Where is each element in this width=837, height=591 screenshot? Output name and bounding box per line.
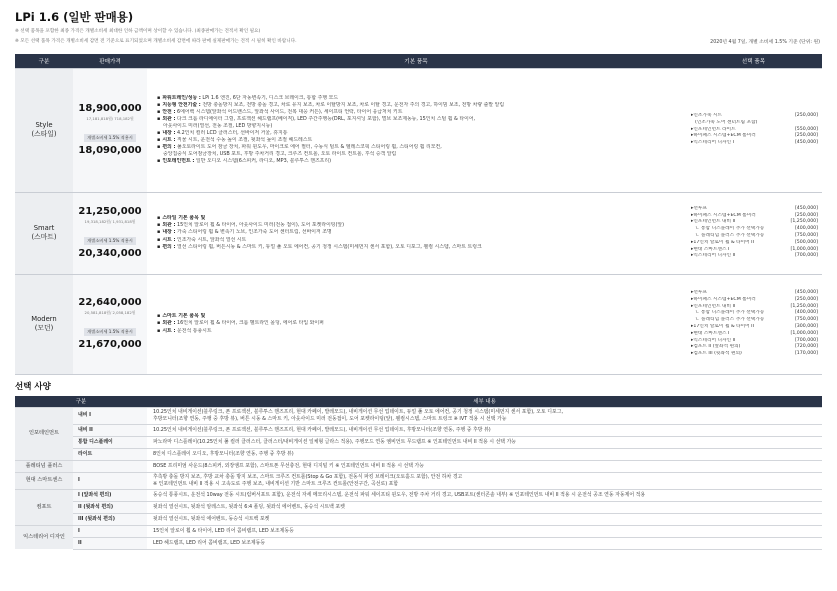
basic-item — [157, 229, 679, 236]
basic-item-text: 16인치 알로이 휠 & 타이어, 크롬 벨트라인 몰딩, 에어로 타입 와이퍼 — [177, 320, 324, 327]
basic-item-category: 외관 : — [162, 222, 176, 229]
option-detail-line: 파노라마 디스플레이(10.25인치 풀 컬러 클러스터, 클러스터/내비게이션 일체형 글라스 적용), 주행모드 연동 엠비언트 무드램프 ※ 인포테인먼트 내비 II 적용 시 선택 가능 — [153, 438, 517, 445]
option-name: ▸ 인포테인먼트 라이트 — [691, 127, 736, 134]
option-price: [450,000] — [794, 140, 818, 146]
option-sub-cell: I — [73, 525, 147, 537]
trim-price-table — [15, 54, 822, 375]
option-name: ▸ 인조가죽 시트 — [691, 113, 722, 120]
basic-item-category: 시트 : — [162, 137, 176, 144]
basic-item-category: 내장 : — [162, 229, 176, 236]
option-row — [15, 513, 822, 525]
option-group-cell: 익스테리어 디자인 — [15, 525, 73, 549]
option-name: ▸ 컴포트 III (뒷좌석 편의) — [691, 351, 742, 358]
basic-item-text: 아웃사이드 미러(열선, 전동 조절, LED 방향지시등) — [163, 122, 273, 129]
option-item — [691, 297, 818, 304]
price: 21,250,000 — [78, 206, 142, 217]
price-breakdown: 19,318,182원/ 1,931,818원 — [84, 219, 136, 224]
column-header: 세부 내용 — [147, 396, 822, 407]
option-sub-cell: 내비 II — [73, 424, 147, 436]
option-name: ㄴ 통합 디스플레이 추가 선택가능 — [695, 226, 765, 232]
option-name: ▸ 익스테리어 디자인 II — [691, 338, 735, 345]
trim-row — [15, 192, 822, 274]
price-note: ※ 모든 선택 품목 가격은 개별소비세 감면 전 기준으로 표기되었으며 개별소비세 감면에 따라 판매 실제판매가는 견적 시 필히 확인 바랍니다. — [15, 39, 297, 44]
basic-items-cell — [147, 192, 685, 274]
option-sub-cell: I (앞좌석 편의) — [73, 489, 147, 501]
option-name: ▸ 하이패스 시스템+ECM 룸미러 — [691, 213, 756, 220]
option-items-cell — [685, 68, 822, 192]
trim-name-cell — [15, 274, 73, 374]
option-price: [250,000] — [794, 133, 818, 139]
basic-item-text: 중앙집중식 도어잠금장치, USB 포트, 후방 주차거리 경고, 크루즈 컨트롤, 오토 라이트 컨트롤, 후석 승객 알림 — [163, 151, 397, 158]
basic-item-text: 가죽 스티어링 휠 & 변속기 노브, 인조가죽 도어 센터트림, 선바이저 조명 — [177, 229, 332, 236]
option-item — [691, 140, 818, 147]
option-price: [700,000] — [794, 337, 818, 343]
option-row — [15, 436, 822, 448]
option-name: ▸ 인포테인먼트 내비 II — [691, 304, 735, 311]
basic-item-category: 편의 : — [162, 243, 176, 250]
option-detail-line: ※ 인포테인먼트 내비 II 적용 시 고속도로 주행 보조, 내비게이션 기반 스마트 크루즈 컨트롤(안전구간, 곡선로) 포함 — [153, 480, 399, 487]
basic-item-text: LPi 1.6 엔진, 6단 자동변속기, 디스크 브레이크, 통합 주행 모드 — [202, 94, 339, 101]
option-detail-cell — [147, 537, 822, 549]
option-detail-cell — [147, 489, 822, 501]
price: 22,640,000 — [78, 297, 142, 308]
basic-item — [157, 144, 679, 151]
option-item — [691, 226, 818, 233]
option-items-cell — [685, 192, 822, 274]
basic-item — [157, 151, 679, 158]
option-price: [170,000] — [794, 351, 818, 357]
option-detail-cell — [147, 424, 822, 436]
option-item — [691, 253, 818, 260]
basic-item-text: 일반 오디오 시스템(6스피커, 라디오, MP3, 블루투스 핸즈프리) — [195, 158, 332, 165]
basic-item-category: 시트 : — [162, 236, 176, 243]
option-detail-line: 동승석 통풍시트, 운전석 10way 전동 시트(럼버서포트 포함), 운전석 자세 메모리시스템, 운전석 파워 세이프티 윈도우, 전방 주차 거리 경고, USB포트(센터콘솔 내부) ※ 인포테인먼트 내비 II 적용 시 운전석 공조 연동 자동제어 적용 — [153, 491, 646, 498]
option-price: [250,000] — [794, 113, 818, 118]
basic-item-text: 열선 스티어링 휠, 버튼시동 & 스마트 키, 듀얼 풀 오토 에어컨, 공기 청정 시스템(미세먼지 센서 포함), 오토 디포그, 웰컴 시스템, 스마트 트렁크 — [177, 243, 482, 250]
basic-items-cell — [147, 274, 685, 374]
option-item — [691, 317, 818, 324]
option-row — [15, 407, 822, 424]
option-detail-line: LED 헤드램프, LED 리어 콤비램프, LED 보조제동등 — [153, 539, 266, 546]
basic-item-category: 인포테인먼트 : — [162, 158, 195, 165]
option-name: ㄴ 통합 디스플레이 추가 선택가능 — [695, 310, 765, 316]
option-detail-cell — [147, 472, 822, 489]
option-group-cell: 현대 스마트센스 — [15, 472, 73, 489]
option-price: [750,000] — [794, 317, 818, 323]
option-name: ▸ 인포테인먼트 내비 II — [691, 219, 735, 226]
option-name: ▸ 익스테리어 디자인 I — [691, 140, 734, 147]
basic-item-text: 인조가죽 시트, 앞좌석 열선 시트 — [177, 236, 247, 243]
basic-items-list — [157, 313, 679, 334]
option-detail-cell — [147, 501, 822, 513]
trim-name: Modern — [31, 315, 57, 323]
option-item — [691, 206, 818, 213]
option-detail-line: 15인치 알로이 휠 & 타이어, LED 리어 콤비램프, LED 보조제동등 — [153, 527, 294, 534]
option-name: ▸ 17인치 알로이 휠 & 타이어 II — [691, 324, 754, 331]
option-price: [1,250,000] — [790, 219, 818, 225]
basic-item-text: 4.2인치 컬러 LCD 클러스터, 선바이저 거울, 휴지통 — [177, 130, 288, 136]
option-price: [250,000] — [794, 296, 818, 302]
price-breakdown: 17,181,818원/ 718,182원 — [86, 116, 134, 121]
option-price: [450,000] — [794, 290, 818, 296]
basic-item-text: 다크 크롬 라디에이터 그릴, 프로젝션 헤드램프(베이직), LED 주간주행등(DRL, 포지셔닝 포함), 벌브 보조제동등, 15인치 스틸 휠 & 타이어, — [177, 115, 476, 122]
trim-name-cell — [15, 68, 73, 192]
basic-item — [157, 137, 679, 144]
option-item — [691, 331, 818, 338]
price-basis: 2020년 4월 7일, 개별 소비세 1.5% 기준 (단위: 원) — [710, 40, 820, 45]
option-item — [691, 233, 818, 240]
option-sub-cell: III (뒷좌석 편의) — [73, 513, 147, 525]
option-price: [500,000] — [794, 239, 818, 245]
option-price: [300,000] — [794, 324, 818, 329]
price-breakdown: 20,581,818원/ 2,058,182원 — [84, 310, 136, 315]
option-name: (인조가죽 도어 센터트림 포함) — [695, 119, 758, 125]
option-sub-cell: II — [73, 537, 147, 549]
option-name: ▸ 17인치 알로이 휠 & 타이어 II — [691, 240, 754, 247]
option-sub-cell: 통합 디스플레이 — [73, 436, 147, 448]
option-detail-line: 뒷좌석 열선시트, 뒷좌석 에어벤트, 동승석 시트백 포켓 — [153, 515, 270, 522]
option-detail-line: BOSE 프리미엄 사운드(8스피커, 외장앰프 포함), 스마트폰 무선충전, 현대 디지털 키 ※ 인포테인먼트 내비 II 적용 시 선택 가능 — [153, 462, 424, 469]
option-items-cell — [685, 274, 822, 374]
options-table — [15, 396, 822, 550]
option-items-list — [691, 113, 818, 147]
basic-item — [157, 123, 679, 130]
trim-row — [15, 68, 822, 192]
option-sub-cell: II (뒷좌석 편의) — [73, 501, 147, 513]
option-sub-cell — [73, 460, 147, 472]
option-price: [750,000] — [794, 233, 818, 238]
trim-name-korean: (스마트) — [31, 233, 57, 241]
trim-name-korean: (모던) — [34, 324, 54, 332]
option-group-cell: 컴포트 — [15, 489, 73, 525]
option-group-cell: 플레티넘 플러스 — [15, 460, 73, 472]
option-name: ▸ 선루프 — [691, 206, 707, 213]
option-items-list — [691, 290, 818, 358]
option-name: ▸ 익스테리어 디자인 II — [691, 253, 735, 260]
basic-item-text: 15인치 알로이 휠 & 타이어, 아웃사이드 미러(전동 접이), 도어 포켓라이팅(앞) — [177, 222, 345, 229]
option-price: [1,000,000] — [790, 330, 818, 336]
trim-name: Smart — [33, 224, 55, 232]
basic-item-category: 지능형 안전기술 : — [162, 101, 201, 108]
tax-price: 20,340,000 — [78, 248, 142, 259]
page-title: LPi 1.6 (일반 판매용) — [15, 10, 134, 24]
option-row — [15, 472, 822, 489]
option-item — [691, 324, 818, 331]
option-detail-line: 후측방 충돌 방지 보조, 후방 교차 충돌 방지 보조, 스마트 크루즈 컨트롤(Stop & Go 포함), 전동식 파킹 브레이크(오토홀드 포함), 안전 하차 경고 — [153, 474, 463, 480]
basic-item — [157, 222, 679, 229]
option-item — [691, 240, 818, 247]
option-name: ▸ 하이패스 시스템+ECM 룸미러 — [691, 297, 756, 304]
option-price: [1,250,000] — [790, 303, 818, 309]
option-item — [691, 120, 818, 127]
option-sub-cell: 내비 I — [73, 407, 147, 424]
option-items-list — [691, 206, 818, 260]
option-sub-cell: I — [73, 472, 147, 489]
price-note: ※ 선택 품목을 포함한 최종 가격은 개별소비세 최대한 인하 금액이며 상이할 수 있습니다. (최종판매가는 견적서 확인 필요) — [15, 29, 261, 34]
option-price: [250,000] — [794, 212, 818, 218]
option-price: [1,000,000] — [790, 246, 818, 252]
basic-item-category: 안전 : — [162, 108, 176, 115]
basic-item — [157, 102, 679, 109]
basic-item — [157, 244, 679, 251]
option-name: ▸ 현대 스마트센스 I — [691, 331, 729, 338]
option-row — [15, 489, 822, 501]
option-detail-line: 뒷좌석 열선시트, 뒷좌석 암레스트, 뒷좌석 6:4 폴딩, 뒷좌석 에어벤트, 동승석 시트백 포켓 — [153, 503, 345, 510]
price-cell — [73, 192, 147, 274]
tax-price: 18,090,000 — [78, 145, 142, 156]
option-item — [691, 351, 818, 358]
option-name: ㄴ 플레티넘 플러스 추가 선택가능 — [695, 233, 765, 238]
option-price: [550,000] — [794, 126, 818, 132]
option-row — [15, 424, 822, 436]
price-cell — [73, 68, 147, 192]
column-header: 구분 — [15, 54, 73, 68]
basic-items-list — [157, 215, 679, 250]
basic-item-text: 풀오토라이트 도어 잠금 장치, 파워 윈도우, 마이크로 에어 필터, 수동식 틸트 & 텔레스코픽 스티어링 휠, 스티어링 휠 리모컨, — [177, 144, 442, 151]
option-name: ㄴ 플레티넘 플러스 추가 선택가능 — [695, 317, 765, 323]
basic-item — [157, 215, 679, 222]
trim-name: Style — [35, 121, 53, 129]
option-name: ▸ 하이패스 시스템+ECM 룸미러 — [691, 133, 756, 140]
option-item — [691, 290, 818, 297]
basic-item — [157, 237, 679, 244]
tax-chip: 개별소비세 1.5% 적용시 — [84, 328, 136, 336]
trim-row — [15, 274, 822, 374]
option-price: [450,000] — [794, 205, 818, 211]
column-header: 구분 — [15, 396, 147, 407]
option-price: [400,000] — [794, 226, 818, 232]
option-price: [720,000] — [794, 344, 818, 350]
basic-items-cell — [147, 68, 685, 192]
trim-name-cell — [15, 192, 73, 274]
option-detail-cell — [147, 525, 822, 537]
basic-item-text: 전방 충돌방지 보조, 전방 충돌 경고, 차로 유지 보조, 차로 이탈방지 보조, 차로 이탈 경고, 운전자 주의 경고, 하이빔 보조, 전방 차량 출발 알림 — [202, 101, 505, 108]
basic-item-category: 파워트레인/성능 : — [162, 94, 201, 101]
option-row — [15, 525, 822, 537]
column-header: 선택 품목 — [685, 54, 822, 68]
option-name: ▸ 컴포트 II (앞좌석 편의) — [691, 344, 740, 351]
tax-chip: 개별소비세 1.5% 적용시 — [84, 134, 136, 142]
tax-chip: 개별소비세 1.5% 적용시 — [84, 237, 136, 245]
basic-item — [157, 116, 679, 123]
basic-item — [157, 328, 679, 335]
basic-items-list — [157, 95, 679, 165]
option-row — [15, 460, 822, 472]
basic-item-category: 스타일 기본 품목 및 — [162, 215, 206, 222]
tax-price: 21,670,000 — [78, 339, 142, 350]
option-row — [15, 537, 822, 549]
option-detail-line: 10.25인치 내비게이션(블루링크, 폰 프로젝션, 블루투스 핸즈프리, 현대 카페이, 발레모드), 내비게이션 무선 업데이트, 듀얼 풀 오토 에어컨, 공기 청정 시스템(미세먼지 센서 포함), 오토 디포그, — [153, 409, 563, 415]
basic-item-text: 6에어백 시스템(앞좌석 어드밴스드, 앞좌석 사이드, 전복 대응 커튼), 세이프티 언락, 타이어 응급처치 키트 — [177, 108, 403, 115]
basic-item-text: 직물 시트, 운전석 수동 높이 조절, 뒷좌석 높이 조절 헤드레스트 — [177, 137, 313, 144]
option-detail-line: 후방모니터(조향 연동, 주행 중 후방 뷰), 버튼 시동 & 스마트 키, 아웃사이드 미러 전동접이, 도어 포켓라이팅(앞), 웰컴시스템, 스마트 트렁크 ※ IVT 적용 시 선택 가능 — [153, 415, 507, 422]
basic-item — [157, 109, 679, 116]
basic-item — [157, 130, 679, 137]
option-row — [15, 501, 822, 513]
basic-item-text: 운전석 통풍시트 — [177, 327, 212, 334]
column-header: 기본 품목 — [147, 54, 685, 68]
option-group-cell: 인포테인먼트 — [15, 407, 73, 460]
basic-item-category: 편의 : — [162, 144, 176, 151]
price-cell — [73, 274, 147, 374]
option-detail-cell — [147, 436, 822, 448]
basic-item — [157, 320, 679, 327]
option-price: [400,000] — [794, 310, 818, 316]
option-detail-cell — [147, 407, 822, 424]
option-detail-line: 10.25인치 내비게이션(블루링크, 폰 프로젝션, 블루투스 핸즈프리, 현대 카페이, 발레모드), 내비게이션 무선 업데이트, 후방모니터(조향 연동, 주행 중 후방 뷰) — [153, 426, 491, 433]
option-detail-cell — [147, 460, 822, 472]
section-title: 선택 사양 — [15, 382, 51, 392]
option-price: [700,000] — [794, 253, 818, 259]
basic-item-category: 외관 : — [162, 320, 176, 327]
option-detail-cell — [147, 448, 822, 460]
option-item — [691, 113, 818, 120]
option-detail-line: 8인치 디스플레이 오디오, 후방모니터(조향 연동, 주행 중 후방 뷰) — [153, 450, 294, 457]
option-sub-cell: 라이트 — [73, 448, 147, 460]
option-row — [15, 448, 822, 460]
basic-item-category: 외관 : — [162, 115, 176, 122]
trim-name-korean: (스타일) — [31, 130, 57, 138]
basic-item — [157, 313, 679, 320]
price: 18,900,000 — [78, 103, 142, 114]
option-name: ▸ 현대 스마트센스 I — [691, 247, 729, 254]
basic-item-category: 시트 : — [162, 327, 176, 334]
basic-item-category: 내장 : — [162, 130, 176, 136]
basic-item — [157, 95, 679, 102]
option-name: ▸ 선루프 — [691, 290, 707, 297]
column-header: 판매가격 — [73, 54, 147, 68]
basic-item — [157, 158, 679, 165]
option-detail-cell — [147, 513, 822, 525]
basic-item-category: 스마트 기본 품목 및 — [162, 313, 206, 320]
